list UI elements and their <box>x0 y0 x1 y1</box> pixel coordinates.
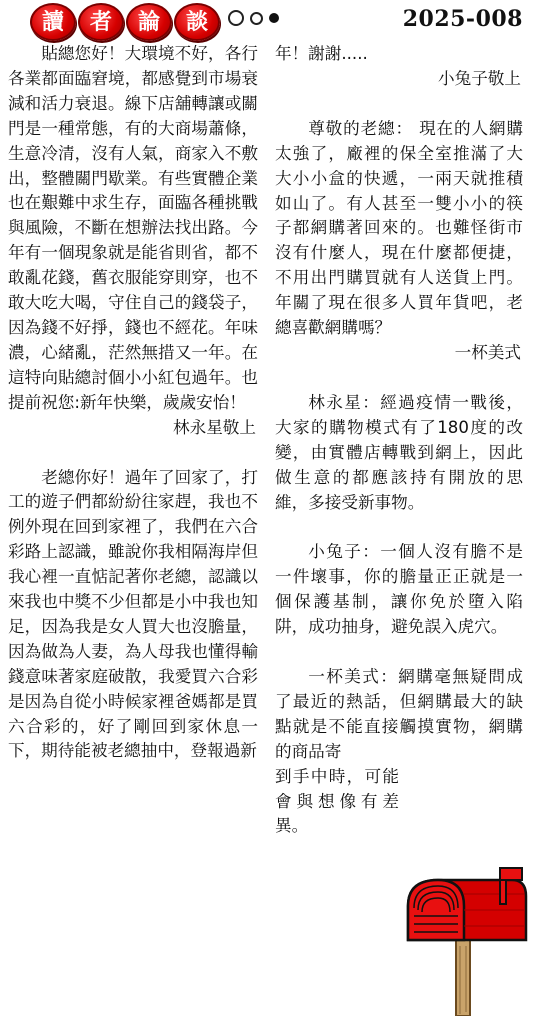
signature-yi-bei-meishi: 一杯美式 <box>454 342 521 362</box>
signature-xiao-tuzi: 小兔子敬上 <box>438 68 521 88</box>
reply-yi-bei-meishi: 一杯美式：網購毫無疑問成了最近的熱話，但網購最大的缺點就是不能直接觸摸實物，網購的商品寄 <box>275 667 523 761</box>
mailbox-icon <box>400 866 532 1016</box>
title-badge-3: 論 <box>126 3 172 41</box>
circle-icon <box>250 12 263 25</box>
letter-yi-bei-meishi: 尊敬的老總： 現在的人網購太強了，廠裡的保全室推滿了大大小小盒的快遞，一兩天就推積如山了。有人甚至一雙小小的筷子都網購著回來的。也難怪街市沒有什麼人，現在什麼都便捷，不用出門購買就有人送貨上門。年關了現在很多人買年貨吧，老總喜歡網購嗎？ <box>275 118 523 338</box>
decorative-dots <box>228 10 279 26</box>
reply-xiao-tuzi: 小兔子：一個人沒有膽不是一件壞事，你的膽量正正就是一個保護基制，讓你免於墮入陷阱，成功抽身，避免誤入虎穴。 <box>275 542 523 637</box>
right-column <box>275 42 523 839</box>
letter-lin-yongxing: 貼總您好！大環境不好，各行各業都面臨窘境，都感覺到市場衰減和活力衰退。線下店舖轉讓或關門是一種常態，有的大商場蕭條，生意冷清，沒有人氣，商家入不敷出，整體關門歇業。有些實體企業也在艱難中求生存，面臨各種挑戰與風險，不斷在想辦法找出路。今年有一個現象就是能省則省，都不敢亂花錢，舊衣服能穿則穿，也不敢大吃大喝，守住自己的錢袋子，因為錢不好掙，錢也不經花。年味濃，心緒亂，茫然無措又一年。在這特向貼總討個小小紅包過年。也提前祝您:新年快樂，歲歲安怡！ <box>8 44 258 412</box>
reply-yi-bei-meishi-end: 到手中時，可能會與想像有差異。 <box>275 766 399 836</box>
title-badge-1: 讀 <box>30 3 76 41</box>
title-badge-2: 者 <box>78 3 124 41</box>
reply-lin-yongxing: 林永星：經過疫情一戰後，大家的購物模式有了180度的改變，由實體店轉戰到網上，因此做生意的都應該持有開放的思維，多接受新事物。 <box>275 392 523 512</box>
title-badge-4: 談 <box>174 3 220 41</box>
letter-xiao-tuzi: 老總你好！過年了回家了，打工的遊子們都紛紛往家趕，我也不例外現在回到家裡了，我們在六合彩路上認識，雖說你我相隔海岸但我心裡一直惦記著你老總，認識以來我也中獎不少但都是小中我也知足，因為我是女人買大也沒膽量，因為做為人妻，為人母我也懂得輸錢意味著家庭破散，我愛買六合彩是因為自從小時候家裡爸媽都是買六合彩的，好了剛回到家休息一下，期待能被老總抽中，登報過新 <box>8 467 258 761</box>
issue-number: 2025-008 <box>402 6 523 32</box>
left-column <box>8 42 258 764</box>
column-title <box>30 3 220 41</box>
signature-lin-yongxing: 林永星敬上 <box>173 417 256 437</box>
page-header <box>0 0 545 40</box>
circle-icon <box>228 10 244 26</box>
filled-circle-icon <box>269 13 279 23</box>
letter-xiao-tuzi-continued: 年！謝謝..... <box>275 44 368 63</box>
